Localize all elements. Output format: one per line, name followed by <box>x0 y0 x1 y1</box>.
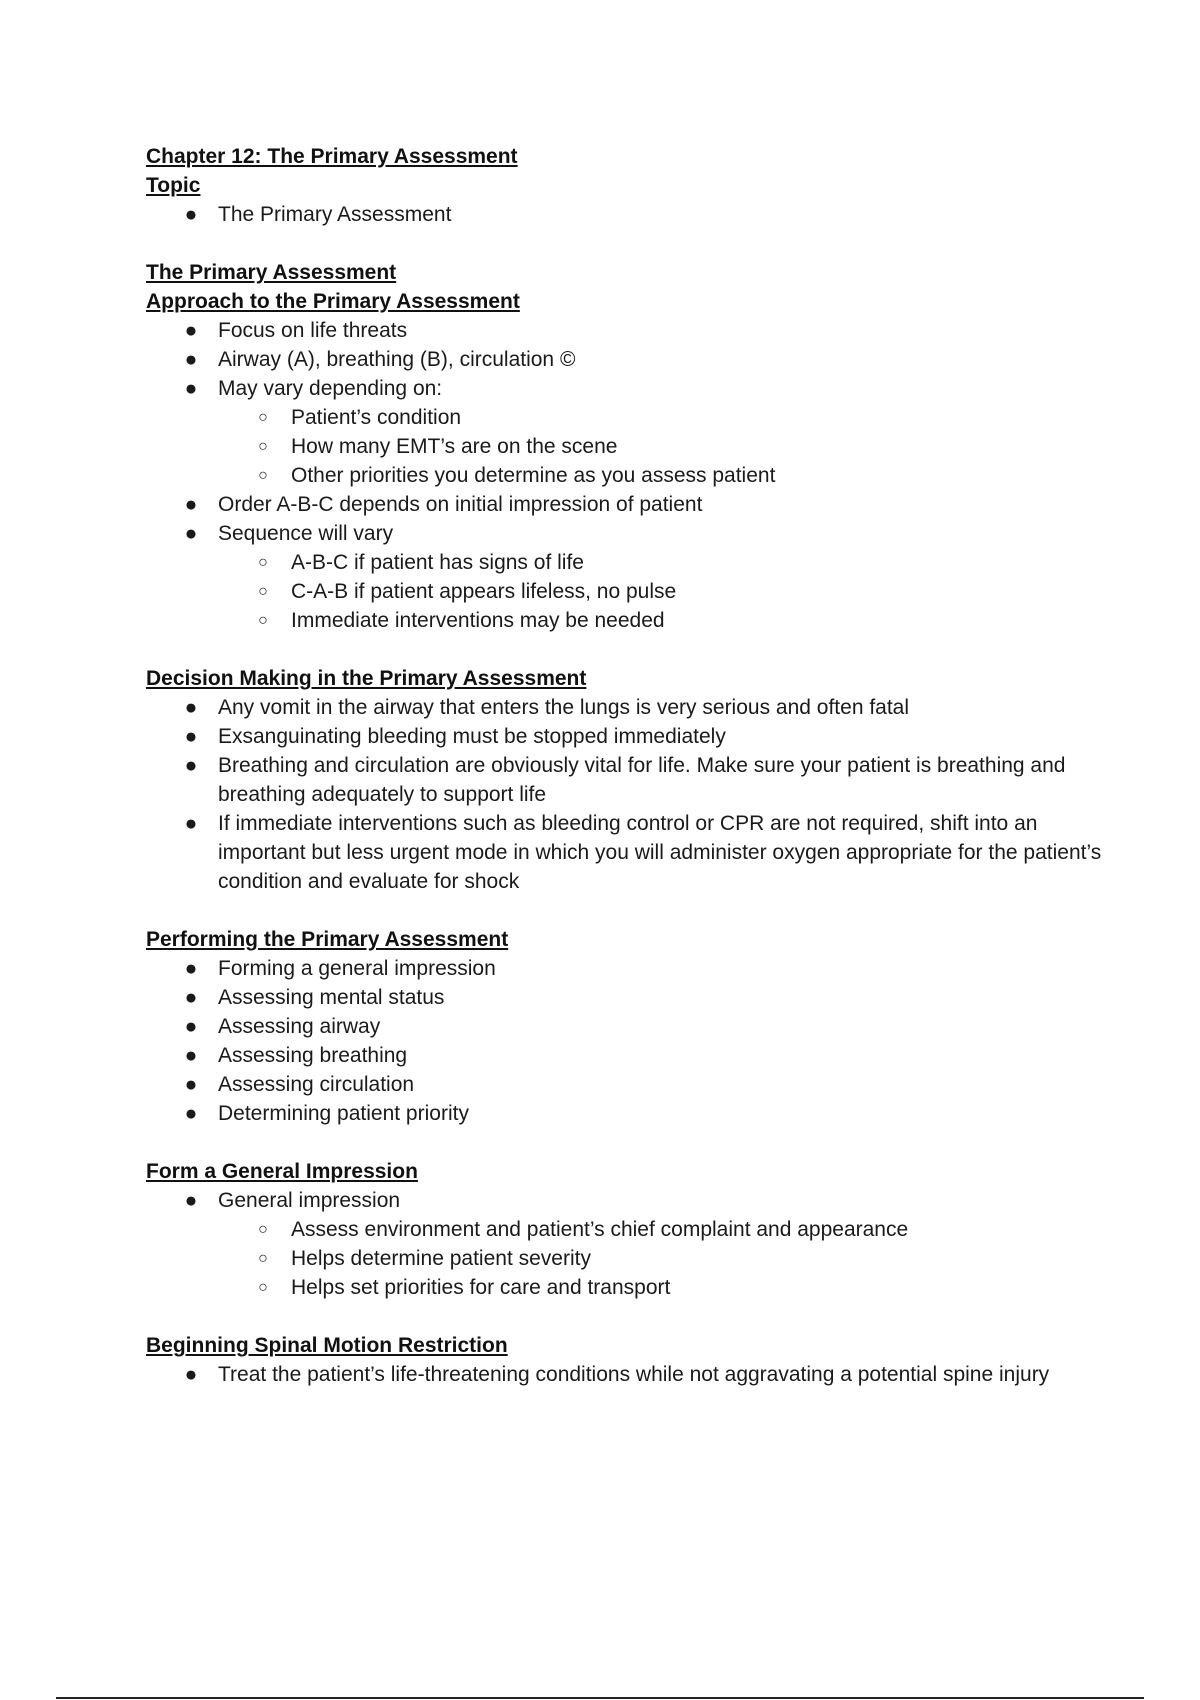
bullet-icon: ● <box>184 203 198 226</box>
sub-list-item: ○ A-B-C if patient has signs of life <box>291 548 1106 577</box>
list-item: ● Treat the patient’s life-threatening conditions while not aggravating a potential spine injury <box>218 1360 1106 1389</box>
sub-list-item: ○ Helps set priorities for care and transport <box>291 1273 1106 1302</box>
sub-list-item: ○ C-A-B if patient appears lifeless, no pulse <box>291 577 1106 606</box>
hollow-bullet-icon: ○ <box>258 1279 268 1296</box>
section-heading-decision: Decision Making in the Primary Assessment <box>146 667 587 690</box>
decision-section <box>146 664 1106 896</box>
list-item: ● Assessing mental status <box>218 983 1106 1012</box>
general-list <box>146 1186 1106 1302</box>
sub-list-item: ○ Immediate interventions may be needed <box>291 606 1106 635</box>
section-heading-performing: Performing the Primary Assessment <box>146 928 509 951</box>
topic-list <box>146 200 1106 229</box>
bullet-icon: ● <box>184 522 198 545</box>
bullet-icon: ● <box>184 348 198 371</box>
sub-list <box>218 403 1106 490</box>
sub-list-item: ○ Other priorities you determine as you assess patient <box>291 461 1106 490</box>
sub-list-item: ○ Helps determine patient severity <box>291 1244 1106 1273</box>
bullet-icon: ● <box>184 957 198 980</box>
list-item: ● Any vomit in the airway that enters the lungs is very serious and often fatal <box>218 693 1106 722</box>
sub-list <box>218 548 1106 635</box>
hollow-bullet-icon: ○ <box>258 1221 268 1238</box>
bullet-icon: ● <box>184 1363 198 1386</box>
list-item: ● If immediate interventions such as bleeding control or CPR are not required, shift into an important but less urgent mode in which you will administer oxygen appropriate for the patient’s condition and evaluate for shock <box>218 809 1106 896</box>
list-item: ● Determining patient priority <box>218 1099 1106 1128</box>
approach-list <box>146 316 1106 635</box>
bullet-icon: ● <box>184 812 198 835</box>
list-item: ● Exsanguinating bleeding must be stopped immediately <box>218 722 1106 751</box>
bullet-icon: ● <box>184 319 198 342</box>
bullet-icon: ● <box>184 696 198 719</box>
hollow-bullet-icon: ○ <box>258 409 268 426</box>
list-item: ● May vary depending on: ○ Patient’s condition ○ How many EMT’s are on the scene ○ Other priorities you determine as you assess patient <box>218 374 1106 490</box>
list-item: ● Sequence will vary ○ A-B-C if patient has signs of life ○ C-A-B if patient appears lifeless, no pulse ○ Immediate interventions may be needed <box>218 519 1106 635</box>
bullet-icon: ● <box>184 725 198 748</box>
bullet-icon: ● <box>184 986 198 1009</box>
sub-list-item: ○ Patient’s condition <box>291 403 1106 432</box>
decision-list <box>146 693 1106 896</box>
performing-section <box>146 925 1106 1128</box>
approach-section <box>146 258 1106 635</box>
bullet-icon: ● <box>184 1044 198 1067</box>
list-item: ● General impression ○ Assess environment and patient’s chief complaint and appearance ○ Helps determine patient severity ○ Helps set priorities for care and transport <box>218 1186 1106 1302</box>
bullet-icon: ● <box>184 754 198 777</box>
section-heading-general: Form a General Impression <box>146 1160 418 1183</box>
list-item: ● Assessing breathing <box>218 1041 1106 1070</box>
section-heading-main: The Primary Assessment <box>146 261 397 284</box>
section-heading-spinal: Beginning Spinal Motion Restriction <box>146 1334 508 1357</box>
bullet-icon: ● <box>184 1073 198 1096</box>
footer-divider <box>56 1697 1144 1699</box>
spinal-list <box>146 1360 1106 1389</box>
bullet-icon: ● <box>184 1189 198 1212</box>
list-item: ● Assessing circulation <box>218 1070 1106 1099</box>
general-impression-section <box>146 1157 1106 1302</box>
performing-list <box>146 954 1106 1128</box>
bullet-icon: ● <box>184 1015 198 1038</box>
sub-list-item: ○ How many EMT’s are on the scene <box>291 432 1106 461</box>
list-item: ● Forming a general impression <box>218 954 1106 983</box>
list-item: ● Airway (A), breathing (B), circulation © <box>218 345 1106 374</box>
bullet-icon: ● <box>184 377 198 400</box>
hollow-bullet-icon: ○ <box>258 612 268 629</box>
page-title: Chapter 12: The Primary Assessment <box>146 145 518 168</box>
list-item: ● Focus on life threats <box>218 316 1106 345</box>
hollow-bullet-icon: ○ <box>258 467 268 484</box>
hollow-bullet-icon: ○ <box>258 583 268 600</box>
bullet-icon: ● <box>184 493 198 516</box>
title-section <box>146 142 1106 229</box>
list-item: ● Order A-B-C depends on initial impression of patient <box>218 490 1106 519</box>
list-item: ● Assessing airway <box>218 1012 1106 1041</box>
topic-heading: Topic <box>146 174 201 197</box>
hollow-bullet-icon: ○ <box>258 1250 268 1267</box>
list-item: ● The Primary Assessment <box>218 200 1106 229</box>
sub-list-item: ○ Assess environment and patient’s chief complaint and appearance <box>291 1215 1106 1244</box>
spinal-section <box>146 1331 1106 1389</box>
section-heading-approach: Approach to the Primary Assessment <box>146 290 520 313</box>
sub-list <box>218 1215 1106 1302</box>
document-page <box>146 142 1106 1389</box>
list-item: ● Breathing and circulation are obviously vital for life. Make sure your patient is breathing and breathing adequately to support life <box>218 751 1106 809</box>
bullet-icon: ● <box>184 1102 198 1125</box>
hollow-bullet-icon: ○ <box>258 554 268 571</box>
hollow-bullet-icon: ○ <box>258 438 268 455</box>
